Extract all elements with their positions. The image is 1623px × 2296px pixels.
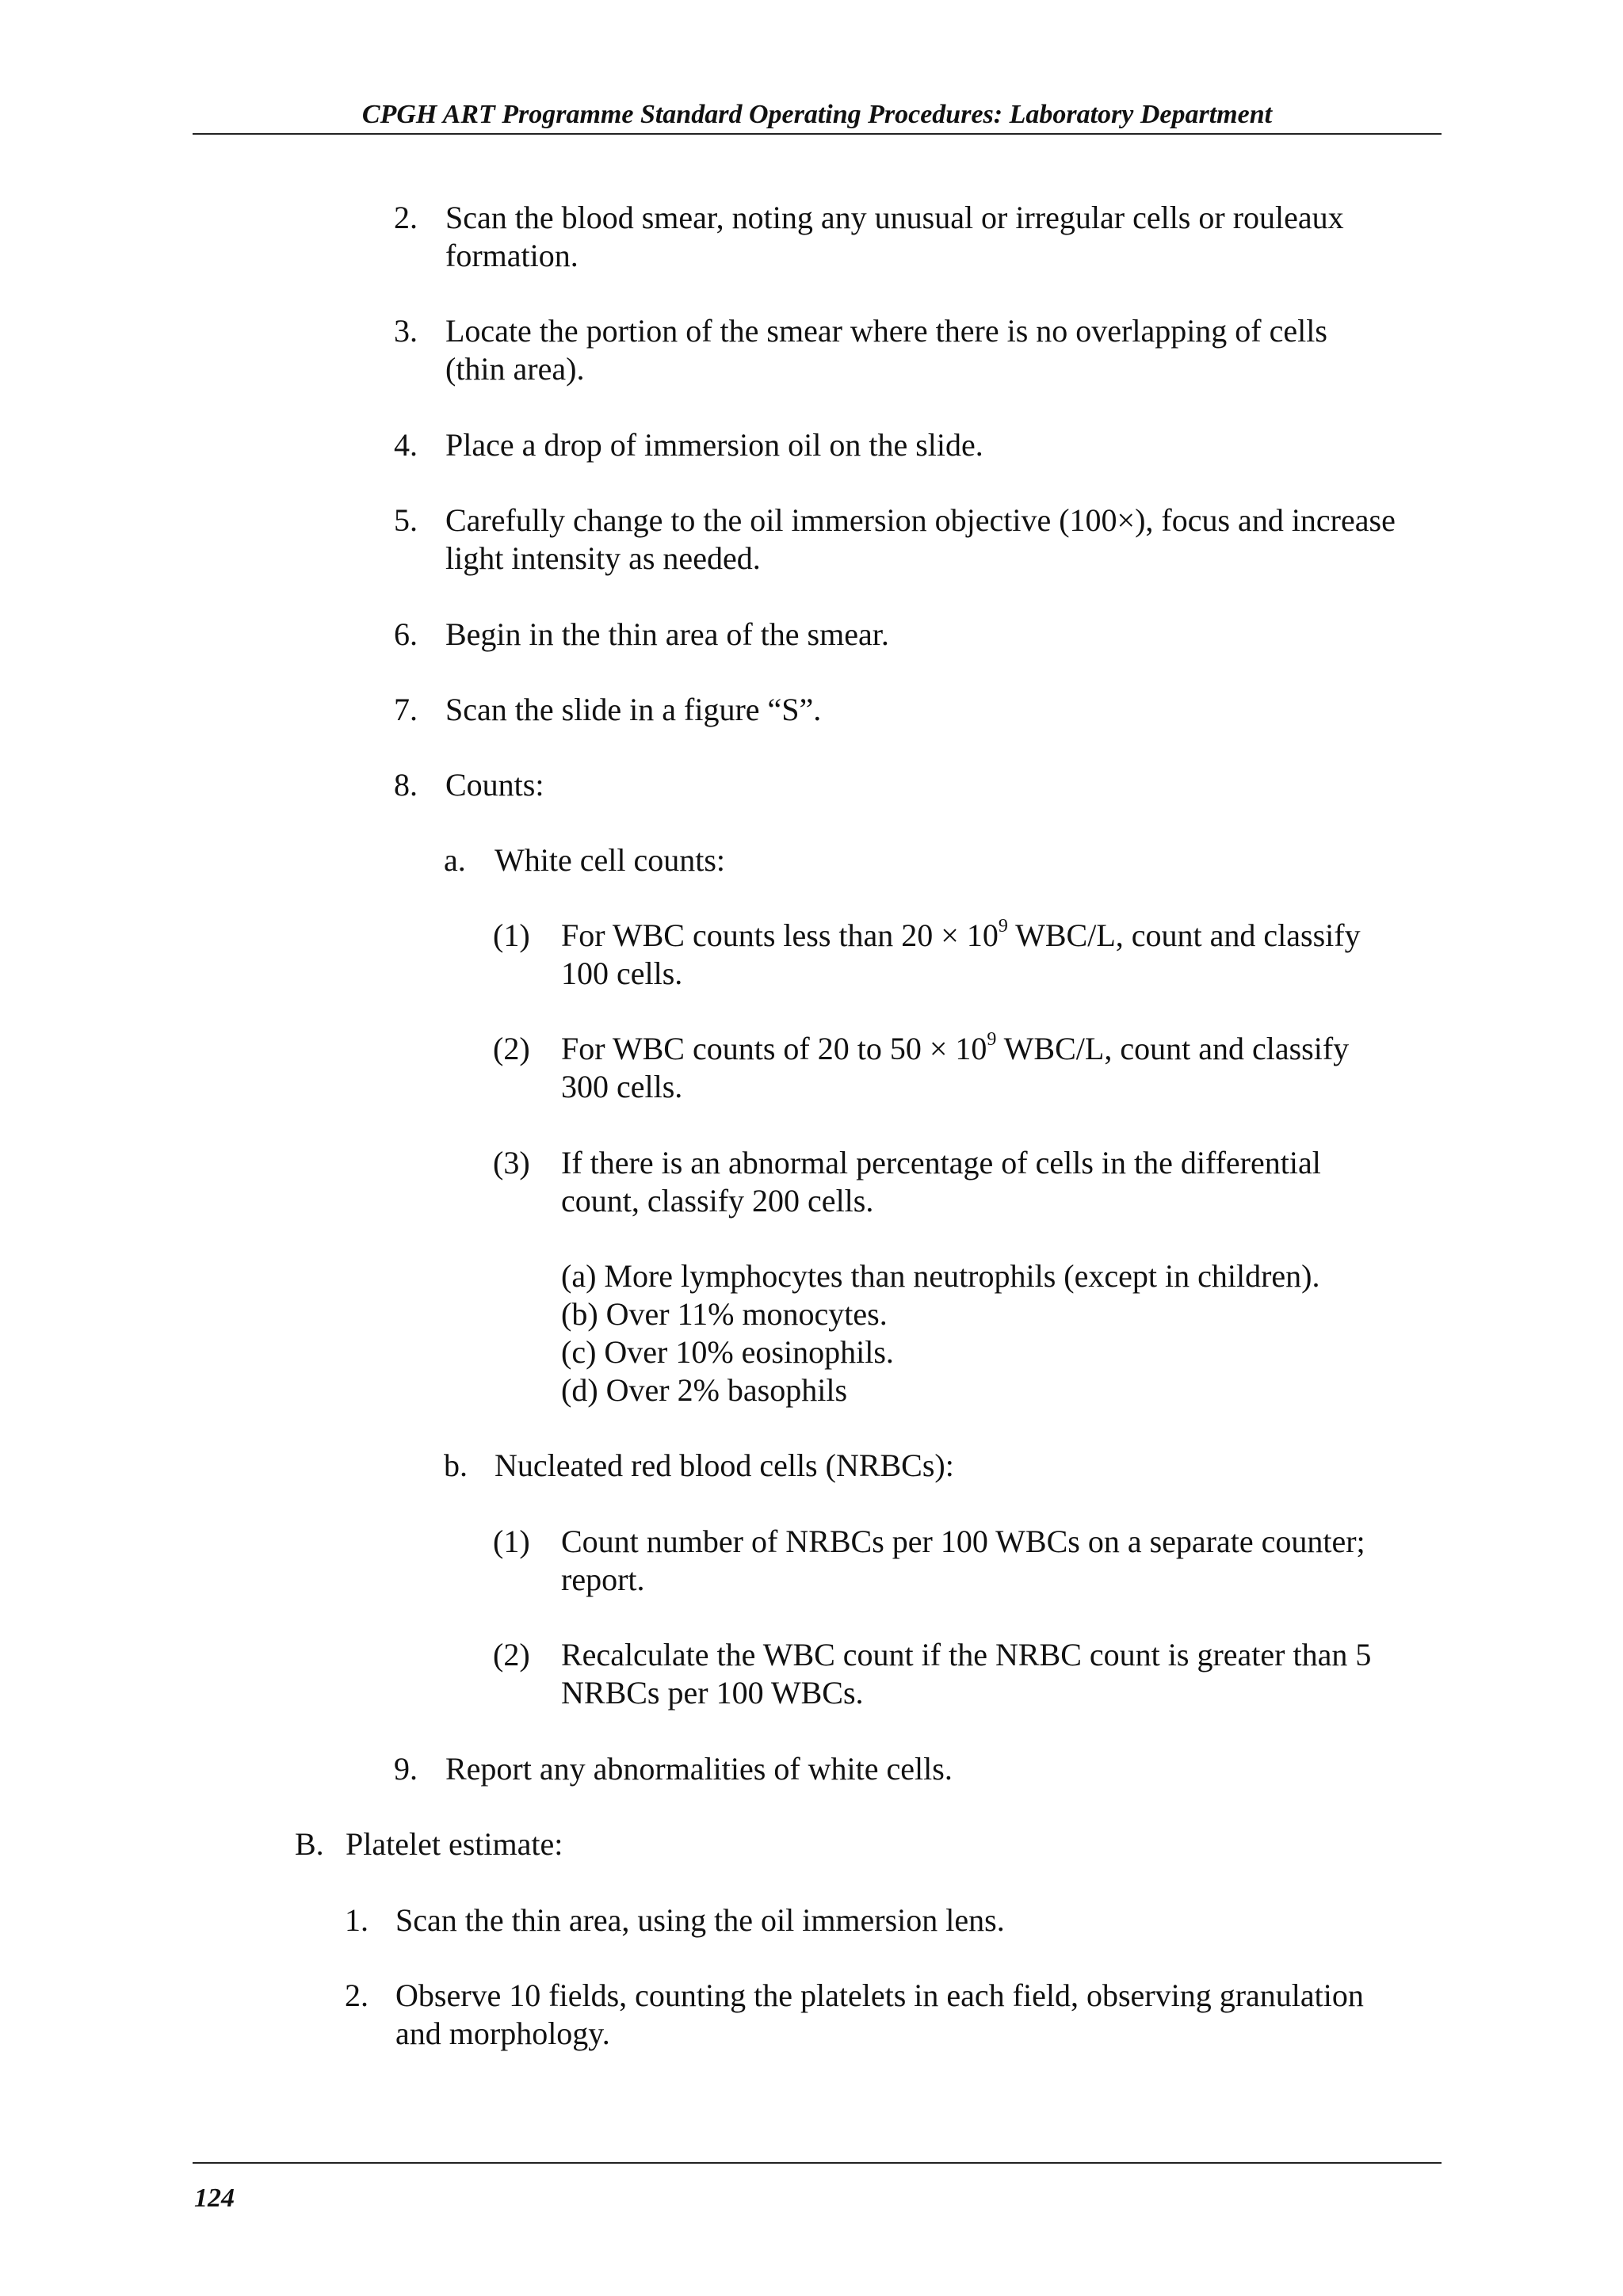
header-rule	[193, 133, 1442, 135]
text-line: Count number of NRBCs per 100 WBCs on a separate counter;	[561, 1524, 1365, 1559]
text-line	[561, 917, 1433, 955]
text-fragment: For WBC counts less than 20 × 10	[561, 917, 999, 953]
text-line: and morphology.	[395, 2016, 610, 2051]
step-text	[445, 502, 1444, 578]
rule-number: (1)	[493, 1524, 530, 1559]
text-line: Carefully change to the oil immersion objective (100×), focus and increase	[445, 502, 1396, 538]
step-text	[445, 616, 1444, 654]
criteria-item: (c) Over 10% eosinophils.	[561, 1334, 894, 1370]
step-number: 1.	[345, 1902, 369, 1938]
section-letter: B.	[295, 1826, 324, 1862]
rule-number: (3)	[493, 1145, 530, 1180]
step-text	[395, 1977, 1442, 2053]
text-line	[561, 1030, 1433, 1068]
rule-number: (1)	[493, 917, 530, 953]
rule-text	[561, 1636, 1433, 1712]
text-line: 100 cells.	[561, 955, 683, 991]
footer-rule	[193, 2162, 1442, 2164]
rule-text	[561, 1144, 1433, 1220]
text-line: Platelet estimate:	[346, 1826, 563, 1862]
text-line: Nucleated red blood cells (NRBCs):	[495, 1447, 954, 1483]
text-line: formation.	[445, 238, 579, 273]
rule-text	[561, 1030, 1433, 1106]
substep-text	[495, 841, 1445, 879]
step-number: 5.	[394, 502, 418, 538]
text-line: Place a drop of immersion oil on the slide.	[445, 427, 983, 463]
text-line: 300 cells.	[561, 1069, 683, 1104]
step-text	[445, 312, 1444, 388]
text-line: Begin in the thin area of the smear.	[445, 616, 889, 652]
text-line: Locate the portion of the smear where there is no overlapping of cells	[445, 313, 1327, 349]
substep-text	[495, 1447, 1445, 1485]
step-number: 7.	[394, 692, 418, 727]
text-line: White cell counts:	[495, 842, 726, 878]
text-line: Observe 10 fields, counting the platelets in each field, observing granulation	[395, 1978, 1364, 2013]
step-number: 6.	[394, 616, 418, 652]
abnormal-criteria-list	[561, 1257, 1433, 1409]
step-text	[445, 691, 1444, 729]
step-text	[445, 1750, 1444, 1788]
text-line: Scan the slide in a figure “S”.	[445, 692, 822, 727]
step-number: 3.	[394, 313, 418, 349]
page-number: 124	[194, 2183, 235, 2213]
rule-number: (2)	[493, 1031, 530, 1066]
text-line: light intensity as needed.	[445, 540, 761, 576]
substep-letter: b.	[444, 1447, 468, 1483]
step-number: 8.	[394, 767, 418, 803]
text-line: Scan the blood smear, noting any unusual or irregular cells or rouleaux	[445, 200, 1344, 235]
step-text	[445, 766, 1444, 804]
text-fragment: For WBC counts of 20 to 50 × 10	[561, 1031, 987, 1066]
running-header: CPGH ART Programme Standard Operating Procedures: Laboratory Department	[361, 100, 1273, 129]
text-line: If there is an abnormal percentage of cells in the differential	[561, 1145, 1321, 1180]
exponent: 9	[987, 1028, 997, 1050]
text-line: Counts:	[445, 767, 544, 803]
step-text	[445, 426, 1444, 464]
exponent: 9	[998, 915, 1008, 936]
step-number: 9.	[394, 1751, 418, 1787]
text-line: NRBCs per 100 WBCs.	[561, 1675, 864, 1711]
rule-text	[561, 917, 1433, 993]
criteria-item: (b) Over 11% monocytes.	[561, 1296, 888, 1332]
criteria-item: (d) Over 2% basophils	[561, 1372, 848, 1408]
text-fragment: WBC/L, count and classify	[996, 1031, 1350, 1066]
text-line: Report any abnormalities of white cells.	[445, 1751, 953, 1787]
text-line: count, classify 200 cells.	[561, 1183, 874, 1219]
criteria-item: (a) More lymphocytes than neutrophils (except in children).	[561, 1258, 1320, 1294]
step-number: 4.	[394, 427, 418, 463]
section-heading	[346, 1825, 1296, 1863]
substep-letter: a.	[444, 842, 466, 878]
text-line: Recalculate the WBC count if the NRBC count is greater than 5	[561, 1637, 1372, 1672]
step-text	[395, 1901, 1442, 1939]
rule-number: (2)	[493, 1637, 530, 1672]
text-line: Scan the thin area, using the oil immersion lens.	[395, 1902, 1005, 1938]
step-number: 2.	[394, 200, 418, 235]
text-line: report.	[561, 1562, 645, 1597]
text-fragment: WBC/L, count and classify	[1007, 917, 1361, 953]
step-text	[445, 199, 1444, 275]
step-number: 2.	[345, 1978, 369, 2013]
rule-text	[561, 1523, 1433, 1599]
text-line: (thin area).	[445, 351, 585, 387]
